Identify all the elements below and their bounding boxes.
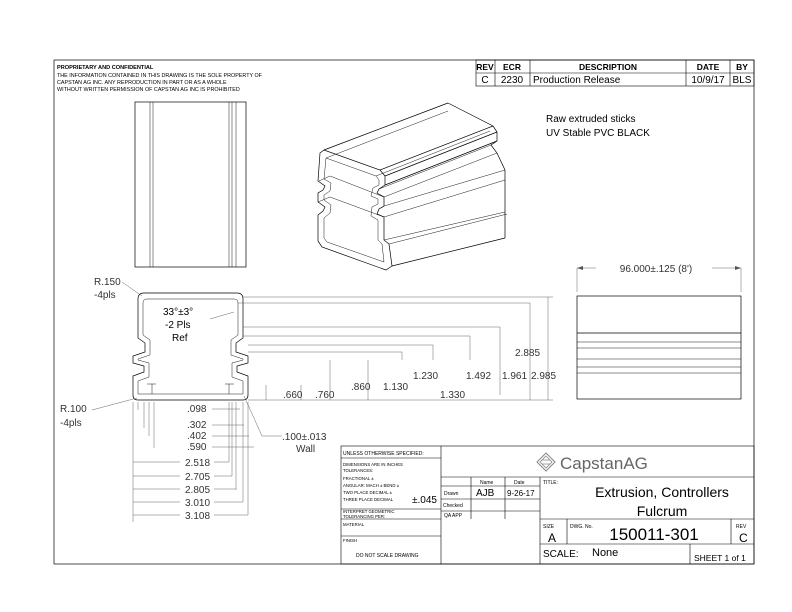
description-header: DESCRIPTION — [578, 62, 638, 72]
drawing-title-line-2: Fulcrum — [636, 503, 688, 519]
tb-fractional: FRACTIONAL ± — [343, 476, 374, 481]
revision-table — [476, 60, 754, 86]
angle-ref: Ref — [172, 333, 188, 344]
drawing-title-line-1: Extrusion, Controllers — [595, 484, 729, 500]
dim-760: .760 — [315, 390, 335, 401]
tb-title-label: TITLE: — [543, 480, 559, 486]
tb-interpret: INTERPRET GEOMETRIC — [343, 509, 395, 514]
dim-2518: 2.518 — [185, 458, 211, 469]
tb-rev-value: C — [739, 531, 748, 545]
drawing-number: 150011-301 — [609, 525, 699, 544]
tb-dwg-label: DWG. No. — [570, 524, 593, 530]
title-block — [341, 446, 754, 564]
tb-size-value: A — [548, 531, 557, 545]
tb-tolerances: TOLERANCES: — [343, 468, 374, 473]
dim-1130: 1.130 — [383, 382, 409, 393]
top-side-view — [135, 102, 246, 267]
dim-2985: 2.985 — [531, 371, 557, 382]
tb-scale-label: SCALE: — [543, 549, 579, 560]
outer-radius: R.150 — [94, 277, 121, 288]
tb-angular: ANGULAR: MACH ± BEND ± — [343, 483, 400, 488]
dim-2885: 2.885 — [515, 348, 541, 359]
tb-unless: UNLESS OTHERWISE SPECIFIED: — [343, 451, 424, 457]
tb-rev-label: REV — [736, 524, 747, 530]
dim-1330: 1.330 — [440, 390, 466, 401]
wall-dimension: .100±.013 — [282, 432, 327, 443]
company-name: CapstanAG — [560, 454, 648, 473]
tb-three-place: THREE PLACE DECIMAL — [343, 497, 394, 502]
inner-radius: R.100 — [60, 404, 87, 415]
tb-sheet: SHEET 1 of 1 — [694, 553, 746, 563]
rev-header: REV — [476, 62, 494, 72]
tb-do-not-scale: DO NOT SCALE DRAWING — [356, 553, 419, 559]
proprietary-heading: PROPRIETARY AND CONFIDENTIAL — [57, 65, 154, 71]
tb-qa-label: QA APP — [444, 513, 463, 519]
dim-860: .860 — [351, 382, 371, 393]
dim-402: .402 — [187, 431, 207, 442]
ecr-header: ECR — [503, 62, 521, 72]
dim-660: .660 — [283, 390, 303, 401]
length-dimension: 96.000±.125 (8') — [619, 264, 693, 275]
tb-dims-inches: DIMENSIONS ARE IN INCHES — [343, 462, 403, 467]
dim-302: .302 — [187, 420, 207, 431]
tb-two-place: TWO PLACE DECIMAL ± — [343, 490, 392, 495]
proprietary-notice — [57, 65, 263, 93]
tb-date-header: Date — [514, 480, 525, 486]
dim-098: .098 — [187, 404, 207, 415]
note-line-2: UV Stable PVC BLACK — [546, 128, 650, 139]
proprietary-line-3: WITHOUT WRITTEN PERMISSION OF CAPSTAN AG INC IS PROHIBITED — [57, 87, 240, 93]
dim-1961: 1.961 — [502, 371, 528, 382]
angle-qty: -2 Pls — [165, 320, 191, 331]
dim-2805: 2.805 — [185, 485, 211, 496]
by-value: BLS — [732, 75, 752, 86]
outer-radius-qty: -4pls — [94, 290, 116, 301]
rev-value: C — [481, 75, 489, 86]
tb-tolerancing: TOLERANCING PER: — [343, 514, 386, 519]
tb-drawn-label: Drawn — [444, 491, 459, 497]
inner-radius-qty: -4pls — [60, 418, 82, 429]
dim-3010: 3.010 — [185, 498, 211, 509]
dim-590: .590 — [187, 442, 207, 453]
tb-drawn-name: AJB — [476, 488, 495, 499]
proprietary-line-2: CAPSTAN AG INC. ANY REPRODUCTION IN PART OR AS A WHOLE — [57, 80, 227, 86]
date-header: DATE — [696, 62, 720, 72]
angle-dimension: 33°±3° — [163, 307, 194, 318]
date-value: 10/9/17 — [691, 75, 725, 86]
tb-checked-label: Checked — [443, 503, 463, 509]
dim-2705: 2.705 — [185, 472, 211, 483]
tb-scale-value: None — [592, 547, 619, 559]
tb-name-header: Name — [480, 480, 494, 486]
isometric-view — [318, 103, 507, 270]
note-line-1: Raw extruded sticks — [546, 114, 636, 125]
tb-finish: FINISH — [343, 538, 358, 543]
proprietary-line-1: THE INFORMATION CONTAINED IN THIS DRAWING IS THE SOLE PROPERTY OF — [57, 73, 262, 79]
by-header: BY — [736, 62, 748, 72]
tb-material: MATERIAL — [343, 522, 365, 527]
dim-1492: 1.492 — [466, 371, 492, 382]
dim-3108: 3.108 — [185, 511, 211, 522]
dim-1230: 1.230 — [413, 371, 439, 382]
ecr-value: 2230 — [500, 75, 524, 86]
description-value: Production Release — [533, 75, 621, 86]
side-elevation-view — [577, 264, 741, 399]
tb-three-place-value: ±.045 — [412, 495, 437, 506]
tb-drawn-date: 9-26-17 — [507, 489, 535, 498]
wall-label: Wall — [296, 444, 316, 455]
capstan-logo-icon — [537, 453, 555, 471]
tb-size-label: SIZE — [543, 524, 555, 530]
